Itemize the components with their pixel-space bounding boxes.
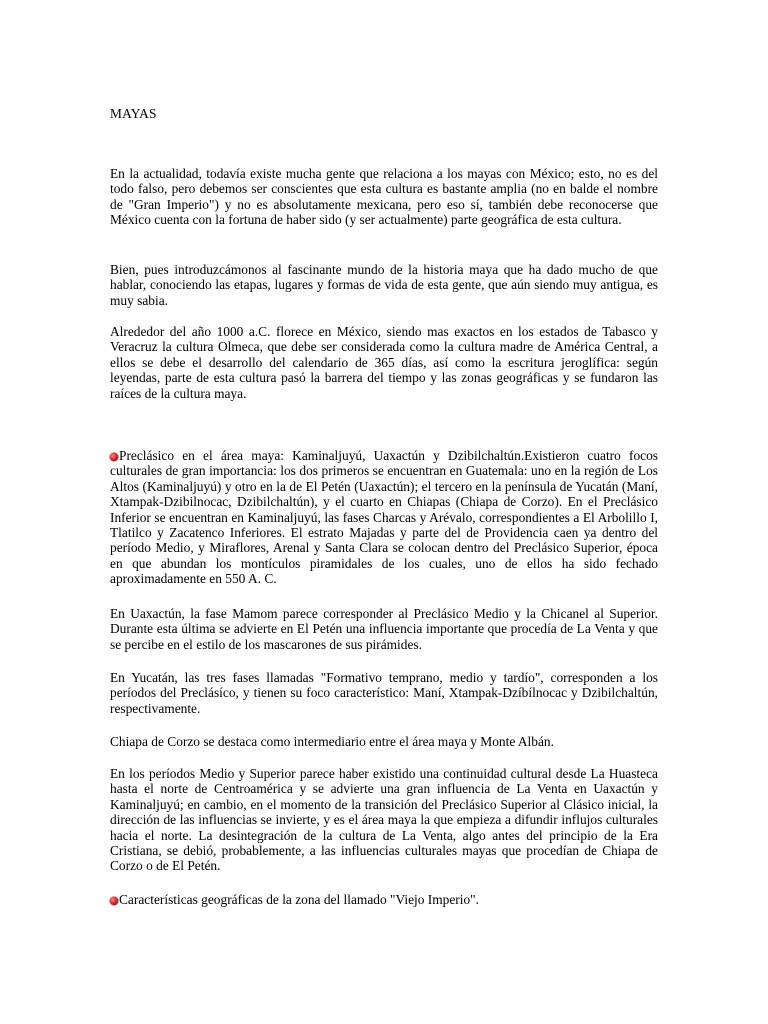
red-ball-bullet-icon: [110, 897, 118, 905]
paragraph-chiapa-de-corzo: Chiapa de Corzo se destaca como intermediario entre el área maya y Monte Albán.: [110, 734, 554, 749]
intro-paragraph-2: Bien, pues introduzcámonos al fascinante mundo de la historia maya que ha dado mucho de que hablar, conociendo las etapas, lugares y formas de vida de esta gente, que aún siendo muy antigua, es muy sabia.: [110, 262, 658, 308]
intro-paragraph-1: En la actualidad, todavía existe mucha gente que relaciona a los mayas con México; esto, no es del todo falso, pero debemos ser conscientes que esta cultura es bastante amplia (no en balde el nombre de "Gran Imperio") y no es absolutamente mexicana, pero eso sí, también debe reconocerse que México cuenta con la fortuna de haber sido (y ser actualmente) parte geográfica de esta cultura.: [110, 166, 658, 228]
paragraph-periodos: En los períodos Medio y Superior parece haber existido una continuidad cultural desde La Huasteca hasta el norte de Centroamérica y se advierte una gran influencia de La Venta en Uaxactún y Kaminaljuyú; en cambio, en el momento de la transición del Preclásico Superior al Clásico inicial, la dirección de las influencias se invierte, y es el área maya la que empieza a difundir influjos culturales hacia el norte. La desintegración de la cultura de La Venta, algo antes del principio de la Era Cristiana, se debió, probablemente, a las influencias culturales mayas que procedían de Chiapa de Corzo o de El Petén.: [110, 766, 658, 874]
section-preclasico: [110, 448, 658, 587]
intro-paragraph-3: Alrededor del año 1000 a.C. florece en México, siendo mas exactos en los estados de Tabasco y Veracruz la cultura Olmeca, que debe ser considerada como la cultura madre de América Central, a ellos se debe el desarrollo del calendario de 365 días, así como la escritura jeroglífica: según leyendas, parte de esta cultura pasó la barrera del tiempo y las zonas geográficas y se fundaron las raíces de la cultura maya.: [110, 324, 658, 401]
section-viejo-imperio: [110, 892, 658, 907]
document-title: MAYAS: [110, 106, 157, 121]
section-viejo-imperio-text: Características geográficas de la zona del llamado "Viejo Imperio".: [119, 892, 479, 907]
paragraph-uaxactun: En Uaxactún, la fase Mamom parece corresponder al Preclásico Medio y la Chicanel al Superior. Durante esta última se advierte en El Petén una influencia importante que procedía de La Venta y que se percibe en el estilo de los mascarones de sus pirámides.: [110, 606, 658, 652]
red-ball-bullet-icon: [110, 453, 118, 461]
paragraph-yucatan: En Yucatán, las tres fases llamadas "Formativo temprano, medio y tardío", corresponden a los períodos del Preclásíco, y tienen su foco característico: Maní, Xtampak-Dzíbílnocac y Dzibilchaltún, respectivamente.: [110, 670, 658, 716]
section-preclasico-text: Preclásico en el área maya: Kaminaljuyú, Uaxactún y Dzibilchaltún.Existieron cuatro focos culturales de gran importancia: los dos primeros se encuentran en Guatemala: uno en la región de Los Altos (Kaminaljuyú) y otro en la de El Petén (Uaxactún); el tercero en la península de Yucatán (Maní, Xtampak-Dzibilnocac, Dzibilchaltún), y el cuarto en Chiapas (Chiapa de Corzo). En el Preclásico Inferior se encuentran en Kaminaljuyú, las fases Charcas y Arévalo, correspondientes a El Arbolillo I, Tlatilco y Zacatenco Inferiores. El estrato Majadas y parte del de Providencia caen ya dentro del período Medio, y Miraflores, Arenal y Santa Clara se colocan dentro del Preclásico Superior, época en que abundan los montículos piramidales de los cuales, uno de ellos ha sido fechado aproximadamente en 550 A. C.: [110, 448, 658, 587]
